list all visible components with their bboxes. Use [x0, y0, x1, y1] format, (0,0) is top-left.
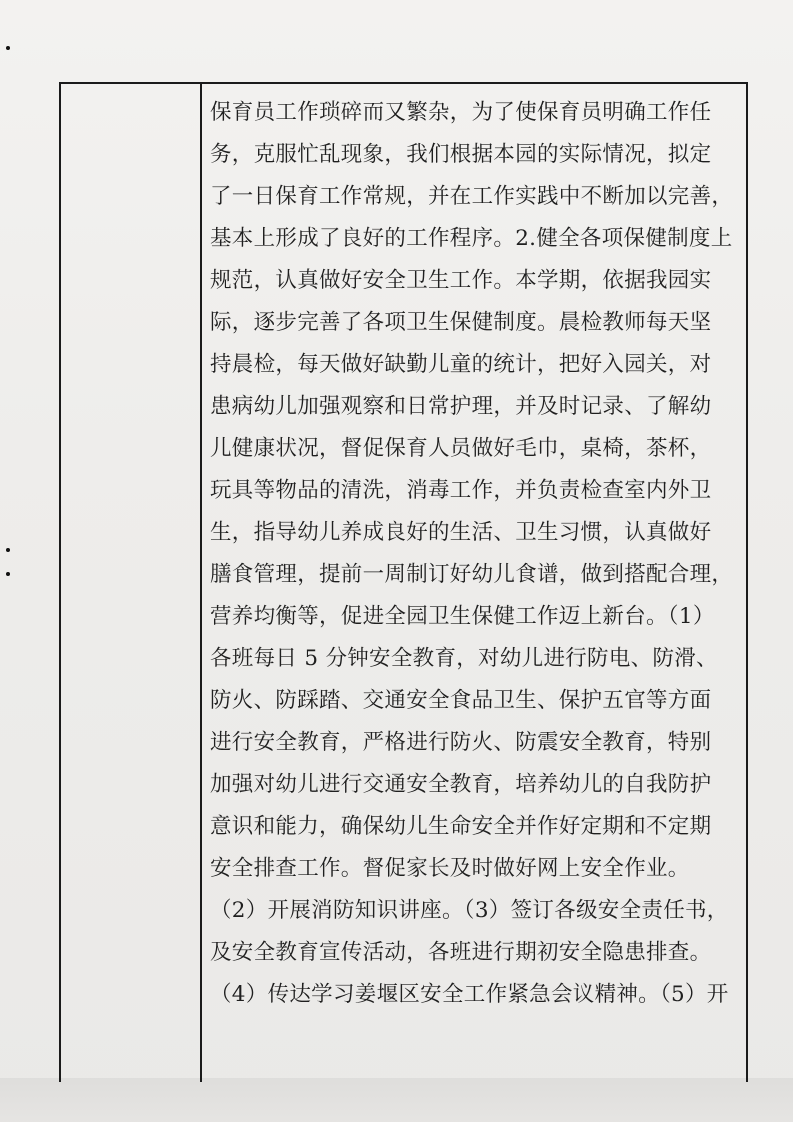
text-line: 基本上形成了良好的工作程序。2.健全各项保健制度上 — [210, 226, 733, 251]
margin-mark — [6, 572, 10, 576]
text-line: 加强对幼儿进行交通安全教育，培养幼儿的自我防护 — [210, 772, 712, 797]
page-bottom-shadow — [0, 1078, 793, 1122]
text-line: 安全排查工作。督促家长及时做好网上安全作业。 — [210, 856, 690, 881]
text-line: 保育员工作琐碎而又繁杂，为了使保育员明确工作任 — [210, 100, 712, 125]
text-line: 防火、防踩踏、交通安全食品卫生、保护五官等方面 — [210, 688, 712, 713]
text-line: 进行安全教育，严格进行防火、防震安全教育，特别 — [210, 730, 712, 755]
text-line: 儿健康状况，督促保育人员做好毛巾，桌椅，茶杯， — [210, 436, 712, 461]
text-line: 了一日保育工作常规，并在工作实践中不断加以完善， — [210, 184, 734, 209]
margin-mark — [6, 548, 10, 552]
text-line: 生，指导幼儿养成良好的生活、卫生习惯，认真做好 — [210, 520, 712, 545]
margin-mark — [6, 46, 10, 50]
text-line: 膳食管理，提前一周制订好幼儿食谱，做到搭配合理， — [210, 562, 734, 587]
text-line: （2）开展消防知识讲座。（3）签订各级安全责任书， — [210, 898, 729, 923]
text-line: 患病幼儿加强观察和日常护理，并及时记录、了解幼 — [210, 394, 712, 419]
text-line: 各班每日 5 分钟安全教育，对幼儿进行防电、防滑、 — [210, 646, 718, 671]
text-line: （4）传达学习姜堰区安全工作紧急会议精神。（5）开 — [210, 982, 729, 1007]
text-line: 持晨检，每天做好缺勤儿童的统计，把好入园关，对 — [210, 352, 712, 377]
text-line: 务，克服忙乱现象，我们根据本园的实际情况，拟定 — [210, 142, 712, 167]
text-line: 规范，认真做好安全卫生工作。本学期，依据我园实 — [210, 268, 712, 293]
text-line: 玩具等物品的清洗，消毒工作，并负责检查室内外卫 — [210, 478, 712, 503]
text-line: 及安全教育宣传活动，各班进行期初安全隐患排查。 — [210, 940, 712, 965]
table-column-divider — [200, 82, 202, 1082]
text-line: 意识和能力，确保幼儿生命安全并作好定期和不定期 — [210, 814, 712, 839]
content-cell — [210, 92, 745, 1077]
text-line: 营养均衡等，促进全园卫生保健工作迈上新台。（1） — [210, 604, 715, 629]
text-line: 际，逐步完善了各项卫生保健制度。晨检教师每天坚 — [210, 310, 712, 335]
